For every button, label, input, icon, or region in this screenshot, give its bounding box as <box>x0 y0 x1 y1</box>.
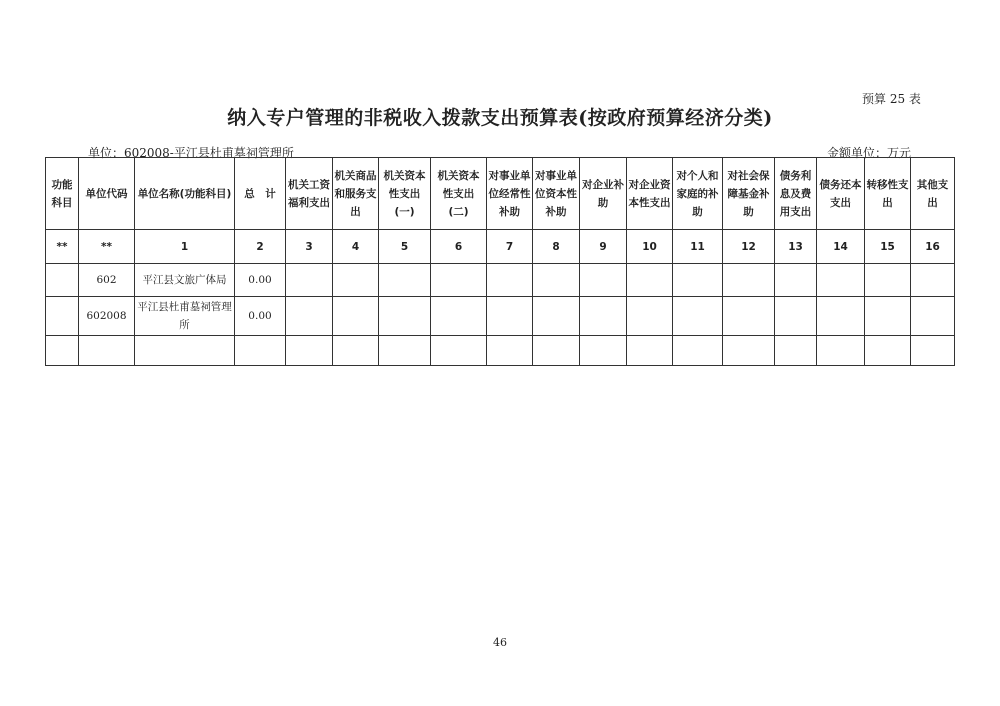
index-cell: 14 <box>817 230 865 264</box>
index-cell: 11 <box>673 230 723 264</box>
table-cell <box>723 297 775 336</box>
table-cell <box>286 297 333 336</box>
index-cell: 9 <box>580 230 627 264</box>
amount-unit-label: 金额单位：万元 <box>827 146 912 160</box>
table-cell <box>533 264 580 297</box>
table-cell <box>723 264 775 297</box>
index-cell: 1 <box>135 230 235 264</box>
index-cell: 4 <box>333 230 379 264</box>
table-cell <box>627 336 673 366</box>
header-cell: 机关资本 性支出 (一) <box>379 158 431 230</box>
header-cell: 对个人和 家庭的补 助 <box>673 158 723 230</box>
index-cell: 2 <box>235 230 286 264</box>
table-cell <box>533 336 580 366</box>
table-cell <box>431 336 487 366</box>
index-cell: ** <box>46 230 79 264</box>
table-cell <box>865 336 911 366</box>
table-cell <box>911 264 955 297</box>
table-cell <box>46 297 79 336</box>
table-cell <box>333 297 379 336</box>
table-cell <box>817 297 865 336</box>
table-cell <box>487 297 533 336</box>
total-cell: 0.00 <box>235 264 286 297</box>
unit-label: 单位：602008-平江县杜甫墓祠管理所 <box>88 146 294 160</box>
table-cell <box>723 336 775 366</box>
table-cell <box>817 264 865 297</box>
header-cell: 单位代码 <box>79 158 135 230</box>
table-cell <box>627 297 673 336</box>
index-cell: 10 <box>627 230 673 264</box>
table-cell <box>46 336 79 366</box>
header-cell: 对企业资 本性支出 <box>627 158 673 230</box>
unit-name-cell: 平江县杜甫墓祠管理 所 <box>135 297 235 336</box>
header-cell: 单位名称(功能科目) <box>135 158 235 230</box>
header-cell: 对社会保 障基金补 助 <box>723 158 775 230</box>
table-cell <box>46 264 79 297</box>
unit-code-cell: 602008 <box>79 297 135 336</box>
header-cell: 机关商品 和服务支 出 <box>333 158 379 230</box>
column-index-row <box>46 230 955 264</box>
unit-code-cell <box>79 336 135 366</box>
table-cell <box>911 297 955 336</box>
header-row <box>46 158 955 230</box>
table-cell <box>286 264 333 297</box>
header-cell: 债务利 息及费 用支出 <box>775 158 817 230</box>
table-cell <box>431 297 487 336</box>
index-cell: 3 <box>286 230 333 264</box>
table-cell <box>817 336 865 366</box>
table-cell <box>533 297 580 336</box>
table-cell <box>865 264 911 297</box>
table-cell <box>379 264 431 297</box>
table-cell <box>673 264 723 297</box>
table-cell <box>911 336 955 366</box>
index-cell: ** <box>79 230 135 264</box>
table-cell <box>775 264 817 297</box>
header-cell: 机关工资 福利支出 <box>286 158 333 230</box>
table-cell <box>627 264 673 297</box>
table-cell <box>333 264 379 297</box>
table-cell <box>580 297 627 336</box>
unit-code-cell: 602 <box>79 264 135 297</box>
table-row <box>46 336 955 366</box>
unit-name-cell: 平江县文旅广体局 <box>135 264 235 297</box>
form-number: 预算 25 表 <box>862 92 921 106</box>
header-cell: 对事业单 位经常性 补助 <box>487 158 533 230</box>
header-cell: 功能 科目 <box>46 158 79 230</box>
index-cell: 12 <box>723 230 775 264</box>
table-cell <box>580 336 627 366</box>
table-cell <box>286 336 333 366</box>
table-cell <box>775 336 817 366</box>
header-cell: 债务还本 支出 <box>817 158 865 230</box>
header-cell: 机关资本 性支出 (二) <box>431 158 487 230</box>
index-cell: 13 <box>775 230 817 264</box>
table-row <box>46 264 955 297</box>
header-cell: 对事业单 位资本性 补助 <box>533 158 580 230</box>
header-cell: 其他支出 <box>911 158 955 230</box>
unit-name-cell <box>135 336 235 366</box>
budget-table <box>45 157 955 366</box>
index-cell: 7 <box>487 230 533 264</box>
table-cell <box>487 336 533 366</box>
table-cell <box>865 297 911 336</box>
index-cell: 5 <box>379 230 431 264</box>
table-cell <box>333 336 379 366</box>
index-cell: 16 <box>911 230 955 264</box>
total-cell: 0.00 <box>235 297 286 336</box>
header-cell: 转移性支 出 <box>865 158 911 230</box>
page-title: 纳入专户管理的非税收入拨款支出预算表(按政府预算经济分类) <box>227 107 773 129</box>
table-cell <box>775 297 817 336</box>
table-cell <box>673 336 723 366</box>
table-cell <box>673 297 723 336</box>
page-number: 46 <box>493 636 507 649</box>
table-cell <box>379 336 431 366</box>
table-cell <box>431 264 487 297</box>
header-cell: 对企业补 助 <box>580 158 627 230</box>
table-cell <box>487 264 533 297</box>
index-cell: 8 <box>533 230 580 264</box>
index-cell: 6 <box>431 230 487 264</box>
table-cell <box>379 297 431 336</box>
table-cell <box>580 264 627 297</box>
header-cell: 总 计 <box>235 158 286 230</box>
index-cell: 15 <box>865 230 911 264</box>
table-row <box>46 297 955 336</box>
total-cell <box>235 336 286 366</box>
